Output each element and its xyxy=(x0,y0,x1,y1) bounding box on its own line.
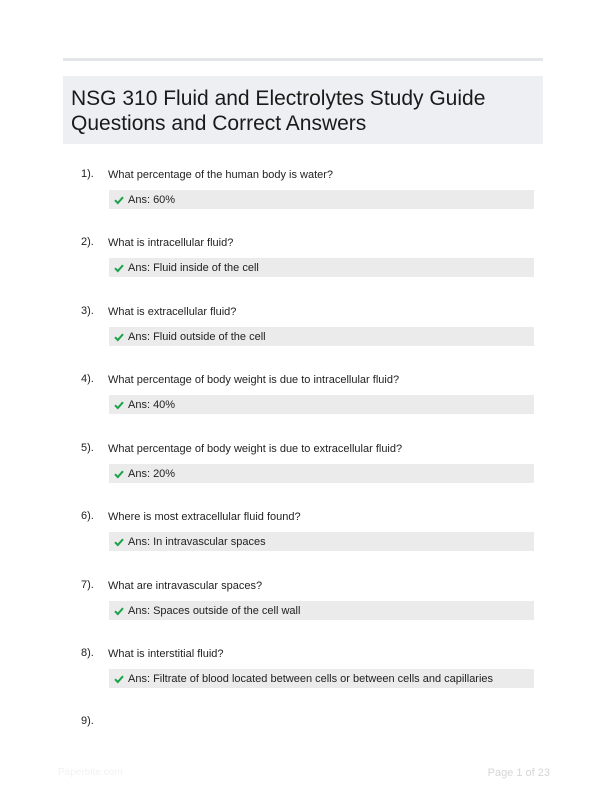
question-text: What percentage of body weight is due to intracellular fluid? xyxy=(108,374,400,386)
question-number: 9). xyxy=(81,715,94,727)
answer-text: Ans: Spaces outside of the cell wall xyxy=(128,604,301,617)
question-text: What is interstitial fluid? xyxy=(108,648,224,660)
question-number: 5). xyxy=(81,442,94,454)
question-item xyxy=(0,373,606,433)
check-icon xyxy=(114,469,124,479)
check-icon xyxy=(114,537,124,547)
question-number: 8). xyxy=(81,647,94,659)
check-icon xyxy=(114,195,124,205)
question-text: What are intravascular spaces? xyxy=(108,580,263,592)
check-icon xyxy=(114,400,124,410)
answer-box xyxy=(109,190,534,209)
page-title xyxy=(71,86,535,136)
question-text: What percentage of the human body is water? xyxy=(108,169,334,181)
title-banner xyxy=(63,76,543,144)
question-text: Where is most extracellular fluid found? xyxy=(108,511,301,523)
question-number: 2). xyxy=(81,236,94,248)
question-item xyxy=(0,236,606,296)
question-number: 7). xyxy=(81,579,94,591)
answer-box xyxy=(109,395,534,414)
question-item xyxy=(0,510,606,570)
page-indicator: Page 1 of 23 xyxy=(487,767,550,779)
question-number: 6). xyxy=(81,510,94,522)
top-divider xyxy=(63,58,543,61)
question-item xyxy=(0,579,606,639)
check-icon xyxy=(114,674,124,684)
answer-text: Ans: 40% xyxy=(128,398,176,411)
question-item xyxy=(0,305,606,365)
answer-box xyxy=(109,327,534,346)
answer-box xyxy=(109,532,534,551)
question-number: 4). xyxy=(81,373,94,385)
answer-text: Ans: 60% xyxy=(128,193,176,206)
answer-text: Ans: Fluid inside of the cell xyxy=(128,261,259,274)
question-item xyxy=(0,715,606,775)
question-text: What is intracellular fluid? xyxy=(108,237,234,249)
check-icon xyxy=(114,263,124,273)
check-icon xyxy=(114,332,124,342)
question-text: What is extracellular fluid? xyxy=(108,306,237,318)
page-title-line-1: NSG 310 Fluid and Electrolytes Study Guide xyxy=(71,87,486,110)
answer-box xyxy=(109,258,534,277)
answer-box xyxy=(109,669,534,688)
footer-watermark: Paperbite.com xyxy=(58,767,123,778)
answer-box xyxy=(109,601,534,620)
question-item xyxy=(0,168,606,228)
question-text: What percentage of body weight is due to extracellular fluid? xyxy=(108,443,403,455)
question-number: 1). xyxy=(81,168,94,180)
page-title-line-2: Questions and Correct Answers xyxy=(71,112,367,135)
answer-text: Ans: In intravascular spaces xyxy=(128,535,266,548)
answer-box xyxy=(109,464,534,483)
answer-text: Ans: Fluid outside of the cell xyxy=(128,330,266,343)
answer-text: Ans: Filtrate of blood located between cells or between cells and capillaries xyxy=(128,672,494,685)
question-item xyxy=(0,647,606,707)
check-icon xyxy=(114,606,124,616)
answer-text: Ans: 20% xyxy=(128,467,176,480)
question-number: 3). xyxy=(81,305,94,317)
question-item xyxy=(0,442,606,502)
